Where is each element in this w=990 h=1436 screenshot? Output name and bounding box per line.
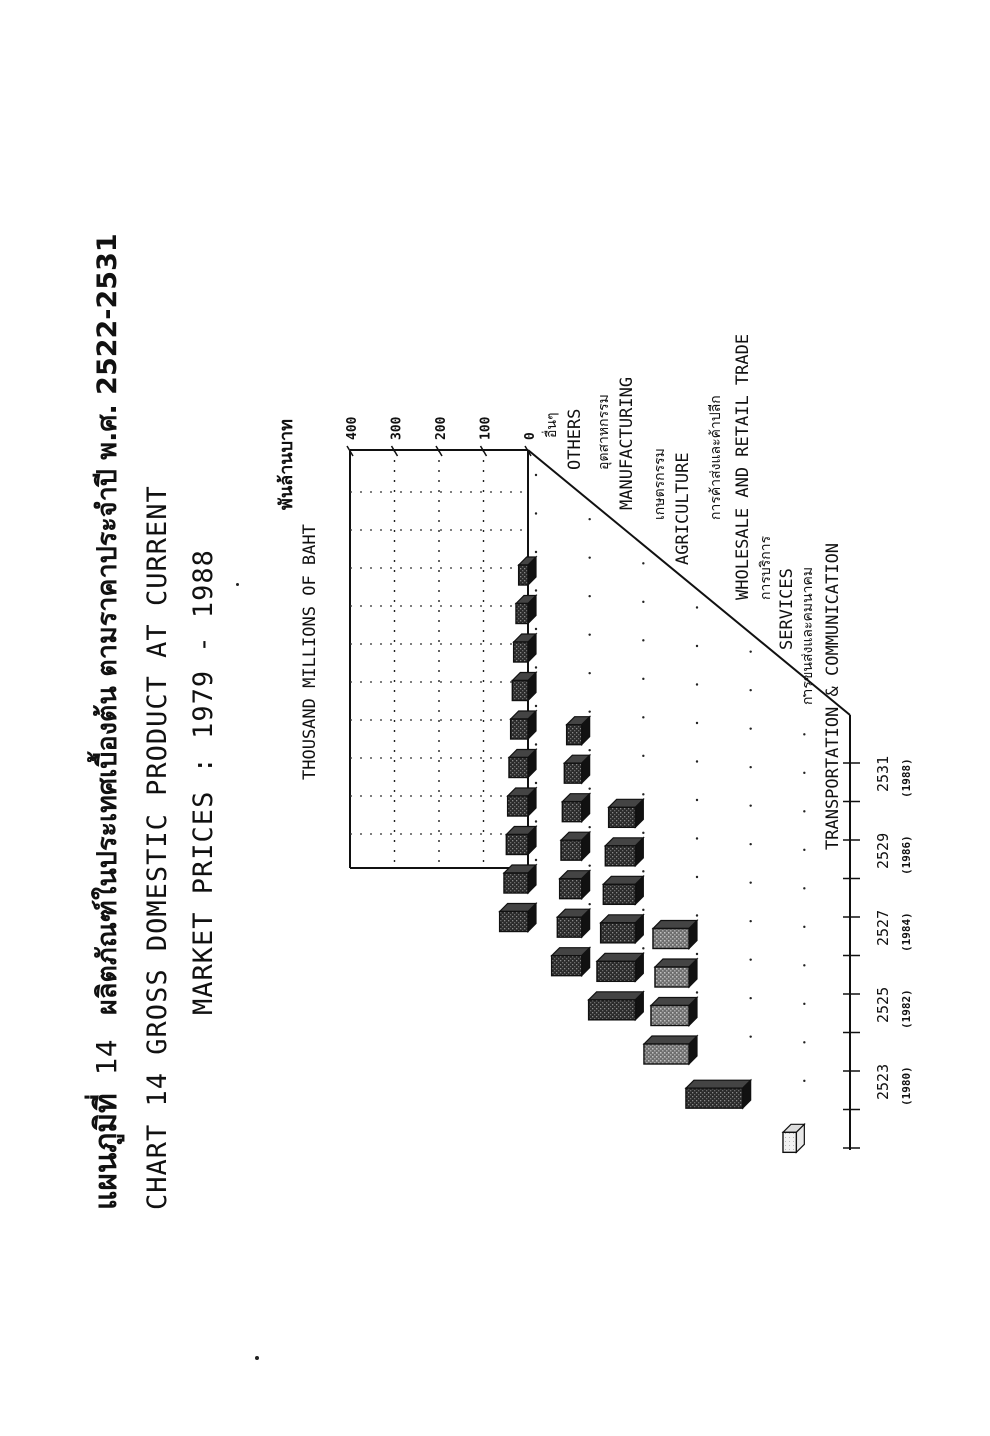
floor-dot bbox=[749, 804, 751, 806]
floor-dot bbox=[749, 997, 751, 999]
bar bbox=[562, 794, 589, 822]
bar-front-face bbox=[516, 604, 528, 624]
floor-dot bbox=[749, 650, 751, 652]
bar-front-face bbox=[651, 1006, 689, 1026]
year-label-ce: (1982) bbox=[900, 989, 913, 1029]
bar-front-face bbox=[686, 1088, 743, 1108]
bar-front-face bbox=[562, 802, 581, 822]
floor-dot bbox=[642, 832, 644, 834]
bar bbox=[567, 717, 590, 745]
bar bbox=[644, 1036, 697, 1064]
floor-dot bbox=[749, 766, 751, 768]
back-wall bbox=[350, 450, 528, 868]
bar bbox=[653, 921, 697, 949]
bar-front-face bbox=[508, 796, 528, 816]
series-label-en: SERVICES bbox=[777, 568, 797, 650]
year-label: 2527 bbox=[874, 909, 892, 946]
floor-dot bbox=[749, 689, 751, 691]
bar-front-face bbox=[506, 835, 528, 855]
bar-front-face bbox=[512, 681, 528, 701]
bar-front-face bbox=[557, 917, 581, 937]
bar bbox=[500, 904, 536, 932]
bar bbox=[655, 959, 697, 987]
bar bbox=[519, 557, 536, 585]
floor-dot bbox=[535, 551, 537, 553]
value-tick-label: 400 bbox=[345, 416, 360, 440]
floor-dot bbox=[588, 672, 590, 674]
floor-dot bbox=[642, 909, 644, 911]
floor-dot bbox=[588, 787, 590, 789]
scan-speck bbox=[255, 1356, 259, 1360]
bars-group bbox=[500, 557, 805, 1152]
title-th: ผลิตภัณฑ์ในประเทศเบื้องต้น ตามราคาประจำปี พ.ศ. 2522-2531 bbox=[92, 233, 123, 1015]
floor-dot bbox=[535, 589, 537, 591]
bar-front-face bbox=[560, 879, 582, 899]
bar-front-face bbox=[609, 807, 636, 827]
floor-dot bbox=[535, 474, 537, 476]
bar bbox=[512, 673, 536, 701]
floor-dot bbox=[642, 793, 644, 795]
bar bbox=[508, 788, 536, 816]
floor-dot bbox=[642, 716, 644, 718]
bar-front-face bbox=[504, 873, 528, 893]
floor-dot bbox=[696, 645, 698, 647]
floor-dot bbox=[535, 512, 537, 514]
year-labels bbox=[874, 756, 913, 1106]
year-label: 2523 bbox=[874, 1063, 892, 1100]
floor-dot bbox=[803, 733, 805, 735]
bar bbox=[514, 634, 536, 662]
bar-front-face bbox=[514, 642, 528, 662]
bar bbox=[603, 876, 643, 904]
year-axis-ticks bbox=[843, 763, 860, 1148]
series-label-en: TRANSPORTATION & COMMUNICATION bbox=[823, 542, 843, 850]
title-en-line2: MARKET PRICES : 1979 - 1988 bbox=[188, 549, 219, 1015]
value-tick-label: 300 bbox=[389, 416, 405, 440]
floor-dot bbox=[803, 964, 805, 966]
bar-front-face bbox=[589, 1000, 636, 1020]
bar bbox=[509, 750, 536, 778]
floor-dot bbox=[803, 849, 805, 851]
series-label-th: การบริการ bbox=[758, 535, 774, 600]
floor-dot bbox=[749, 920, 751, 922]
bar bbox=[601, 915, 644, 943]
wall-gridlines bbox=[350, 450, 528, 868]
series-label-en: AGRICULTURE bbox=[673, 452, 693, 565]
bar bbox=[651, 998, 697, 1026]
floor-dot bbox=[642, 678, 644, 680]
floor-dot bbox=[803, 926, 805, 928]
bar-front-face bbox=[561, 840, 582, 860]
floor-dot bbox=[749, 1035, 751, 1037]
floor-dot bbox=[588, 633, 590, 635]
floor-dot bbox=[642, 755, 644, 757]
bar-top-face bbox=[589, 992, 644, 1000]
title-block bbox=[84, 233, 219, 1210]
floor-dot bbox=[803, 1080, 805, 1082]
bar-front-face bbox=[500, 912, 528, 932]
floor-dot bbox=[696, 799, 698, 801]
chart-number: 14 bbox=[90, 1039, 123, 1075]
floor-dot bbox=[803, 1003, 805, 1005]
series-label-th: การขนส่งและคมนาคม bbox=[800, 566, 816, 705]
floor-dot bbox=[642, 870, 644, 872]
floor-dot bbox=[696, 991, 698, 993]
scan-speck bbox=[236, 583, 239, 586]
floor-dot bbox=[588, 826, 590, 828]
floor-dot bbox=[588, 518, 590, 520]
floor-dot bbox=[803, 810, 805, 812]
bar bbox=[560, 871, 590, 899]
floor-dot bbox=[696, 760, 698, 762]
floor-dot bbox=[803, 887, 805, 889]
bar-front-face bbox=[564, 763, 581, 783]
bar-front-face bbox=[567, 725, 582, 745]
floor-dot bbox=[696, 953, 698, 955]
bar bbox=[589, 992, 644, 1020]
value-tick-label: 0 bbox=[523, 432, 538, 440]
floor-dot bbox=[696, 722, 698, 724]
floor-dot bbox=[588, 749, 590, 751]
year-label: 2529 bbox=[874, 832, 892, 869]
bar bbox=[783, 1124, 804, 1152]
year-label-ce: (1980) bbox=[900, 1066, 913, 1106]
bar-front-face bbox=[605, 846, 635, 866]
floor-dot bbox=[642, 639, 644, 641]
floor-dot bbox=[642, 947, 644, 949]
floor-dot bbox=[696, 876, 698, 878]
bar bbox=[561, 832, 590, 860]
floor-dot bbox=[588, 595, 590, 597]
value-tick-label: 100 bbox=[478, 416, 494, 440]
bar-front-face bbox=[655, 967, 689, 987]
series-label-th: อื่นๆ bbox=[544, 412, 560, 438]
bar bbox=[597, 953, 643, 981]
bar bbox=[552, 948, 590, 976]
value-tick-label: 200 bbox=[434, 416, 449, 440]
series-label-en: OTHERS bbox=[565, 408, 585, 470]
floor-dot bbox=[535, 820, 537, 822]
floor-dot bbox=[535, 859, 537, 861]
bar-front-face bbox=[597, 961, 635, 981]
bar-front-face bbox=[519, 565, 528, 585]
bar-front-face bbox=[511, 719, 528, 739]
bar bbox=[511, 711, 536, 739]
floor-dot bbox=[588, 864, 590, 866]
bar-front-face bbox=[653, 929, 689, 949]
year-label-ce: (1988) bbox=[900, 758, 913, 798]
series-label-th: การค้าส่งและค้าปลีก bbox=[708, 395, 724, 520]
title-en-line1: CHART 14 GROSS DOMESTIC PRODUCT AT CURRENT bbox=[142, 485, 173, 1210]
floor-dot bbox=[749, 727, 751, 729]
floor-dot bbox=[535, 666, 537, 668]
year-label: 2531 bbox=[874, 755, 892, 792]
bar-top-face bbox=[686, 1080, 751, 1088]
floor-dot bbox=[749, 881, 751, 883]
bar bbox=[557, 909, 589, 937]
bar bbox=[564, 755, 589, 783]
year-label-ce: (1986) bbox=[900, 835, 913, 875]
year-label: 2525 bbox=[874, 986, 892, 1023]
floor-dot bbox=[535, 782, 537, 784]
series-label-th: อุตสาหกรรม bbox=[596, 394, 612, 470]
bar-front-face bbox=[552, 956, 582, 976]
series-label-th: เกษตรกรรม bbox=[652, 448, 668, 520]
bar-front-face bbox=[603, 884, 635, 904]
floor-dot bbox=[696, 683, 698, 685]
bar-front-face bbox=[644, 1044, 689, 1064]
bar bbox=[609, 799, 644, 827]
bar-front-face bbox=[509, 758, 528, 778]
floor-dot bbox=[642, 562, 644, 564]
title-th-label: แผนภูมิที่ bbox=[89, 1093, 124, 1210]
bar-front-face bbox=[783, 1132, 796, 1152]
floor-dot bbox=[803, 1041, 805, 1043]
unit-label-th: พันล้านบาท bbox=[276, 418, 297, 510]
bar-front-face bbox=[601, 923, 636, 943]
floor-dot bbox=[803, 772, 805, 774]
floor-dot bbox=[642, 601, 644, 603]
floor-dot bbox=[749, 958, 751, 960]
bar bbox=[506, 827, 536, 855]
floor-dot bbox=[696, 837, 698, 839]
floor-dot bbox=[588, 710, 590, 712]
bar bbox=[516, 596, 536, 624]
floor-dot bbox=[535, 705, 537, 707]
floor-dot bbox=[588, 556, 590, 558]
series-label-en: MANUFACTURING bbox=[617, 376, 637, 510]
floor-dot bbox=[696, 914, 698, 916]
series-label-en: WHOLESALE AND RETAIL TRADE bbox=[733, 333, 753, 600]
bar bbox=[605, 838, 643, 866]
bar bbox=[504, 865, 536, 893]
bar bbox=[686, 1080, 751, 1108]
floor-dot bbox=[749, 843, 751, 845]
floor-dot bbox=[535, 743, 537, 745]
floor-dot bbox=[696, 606, 698, 608]
year-label-ce: (1984) bbox=[900, 912, 913, 952]
bar-top-face bbox=[644, 1036, 697, 1044]
floor-dot bbox=[535, 628, 537, 630]
floor-dot bbox=[588, 903, 590, 905]
unit-label-en: THOUSAND MILLIONS OF BAHT bbox=[300, 524, 320, 780]
